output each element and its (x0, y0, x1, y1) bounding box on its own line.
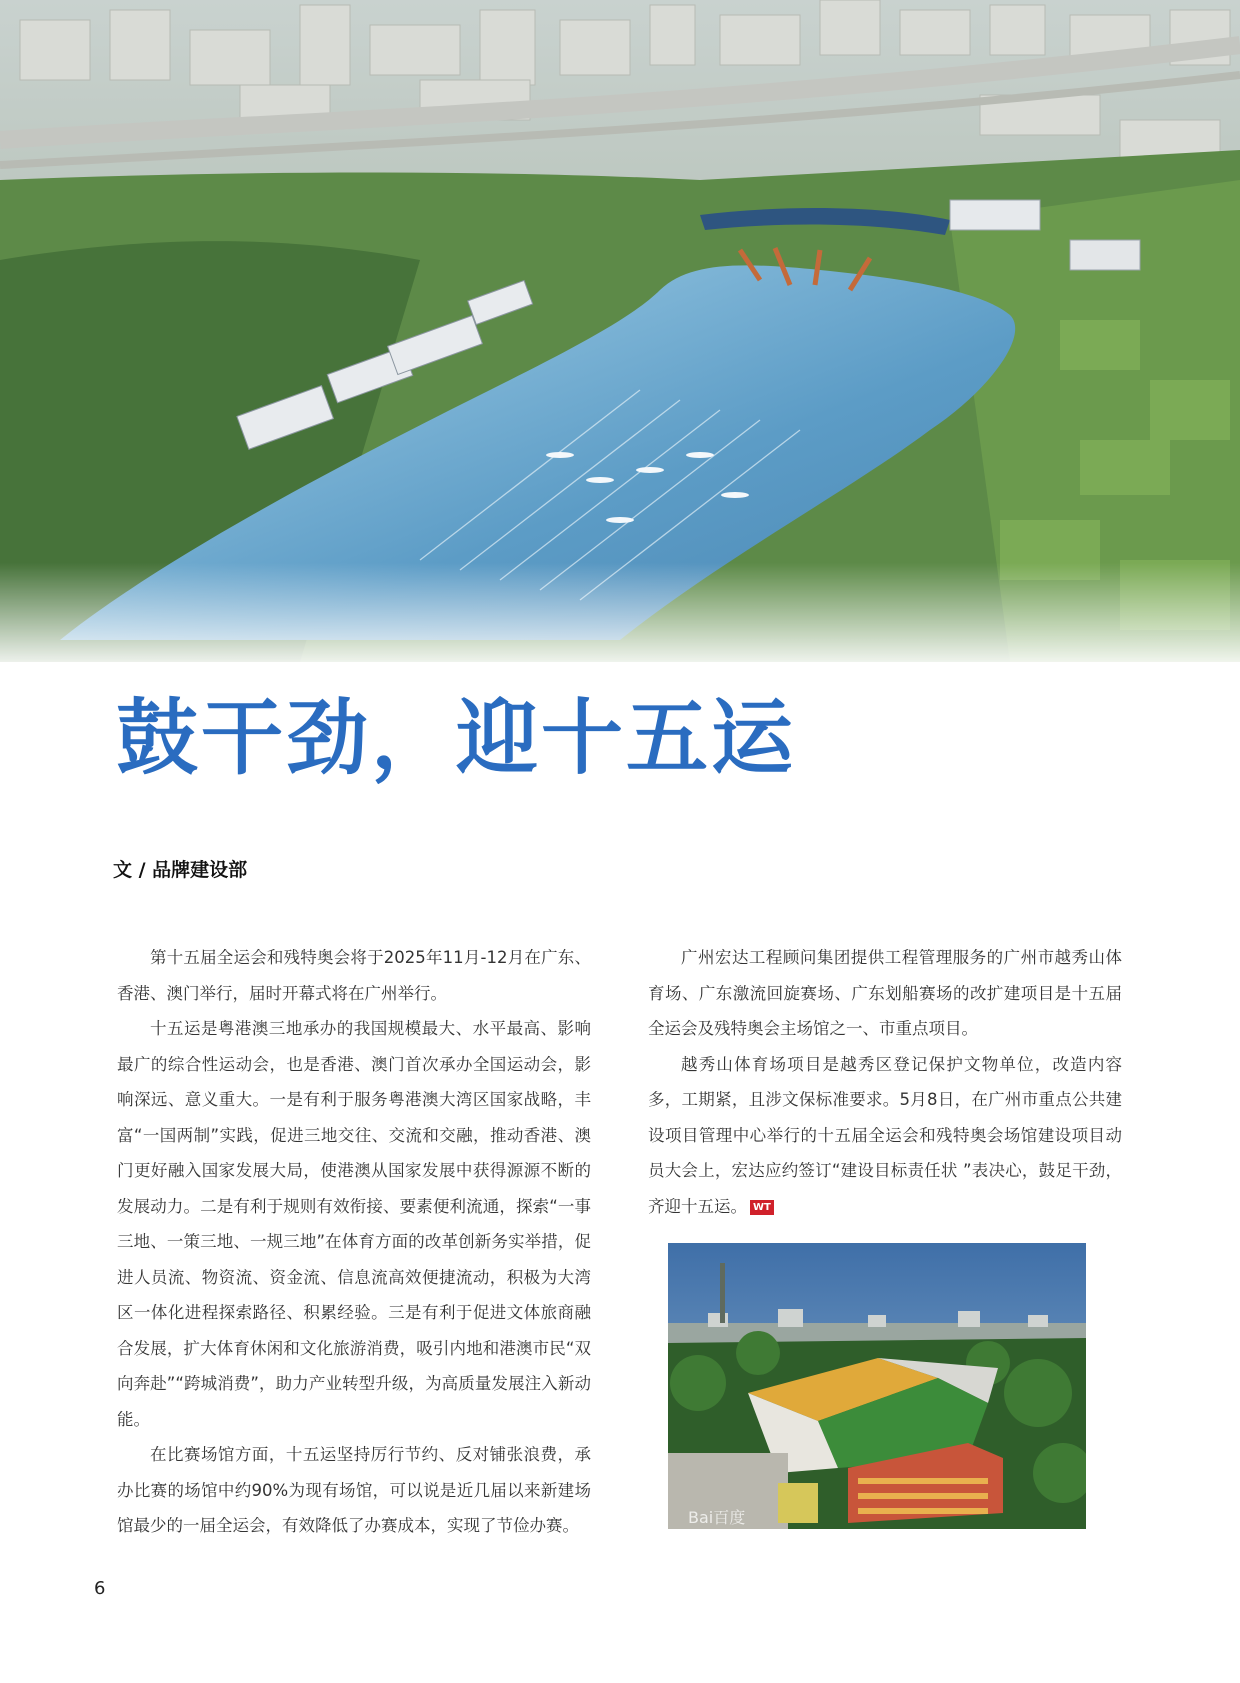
byline: 文 / 品牌建设部 (113, 859, 248, 881)
end-mark-badge: WT (750, 1200, 774, 1215)
hero-image (0, 0, 1240, 662)
paragraph-with-endmark (648, 1047, 1122, 1225)
page-number: 6 (94, 1578, 106, 1599)
paragraph: 广州宏达工程顾问集团提供工程管理服务的广州市越秀山体育场、广东激流回旋赛场、广东划船赛场的改扩建项目是十五届全运会及残特奥会主场馆之一、市重点项目。 (648, 948, 1122, 1038)
right-column (648, 940, 1122, 1224)
image-watermark: Bai百度 (688, 1508, 746, 1527)
left-column (117, 940, 591, 1544)
paragraph: 在比赛场馆方面，十五运坚持厉行节约、反对铺张浪费，承办比赛的场馆中约90%为现有场馆，可以说是近几届以来新建场馆最少的一届全运会，有效降低了办赛成本，实现了节俭办赛。 (117, 1445, 591, 1535)
paragraph: 十五运是粤港澳三地承办的我国规模最大、水平最高、影响最广的综合性运动会，也是香港、澳门首次承办全国运动会，影响深远、意义重大。一是有利于服务粤港澳大湾区国家战略，丰富“一国两制”实践，促进三地交往、交流和交融，推动香港、澳门更好融入国家发展大局，使港澳从国家发展中获得源源不断的发展动力。二是有利于规则有效衔接、要素便利流通，探索“一事三地、一策三地、一规三地”在体育方面的改革创新务实举措，促进人员流、物资流、资金流、信息流高效便捷流动，积极为大湾区一体化进程探索路径、积累经验。三是有利于促进文体旅商融合发展，扩大体育休闲和文化旅游消费，吸引内地和港澳市民“双向奔赴”“跨城消费”，助力产业转型升级，为高质量发展注入新动能。 (117, 1019, 591, 1429)
article-title: 鼓干劲，迎十五运 (116, 691, 797, 786)
paragraph-text: 越秀山体育场项目是越秀区登记保护文物单位，改造内容多，工期紧，且涉文保标准要求。5月8日，在广州市重点公共建设项目管理中心举行的十五届全运会和残特奥会场馆建设项目动员大会上，宏达应约签订“建设目标责任状 ”表决心，鼓足干劲，齐迎十五运。 (648, 1054, 1122, 1216)
paragraph: 第十五届全运会和残特奥会将于2025年11月-12月在广东、香港、澳门举行，届时开幕式将在广州举行。 (117, 948, 591, 1003)
stadium-photo (668, 1243, 1086, 1529)
